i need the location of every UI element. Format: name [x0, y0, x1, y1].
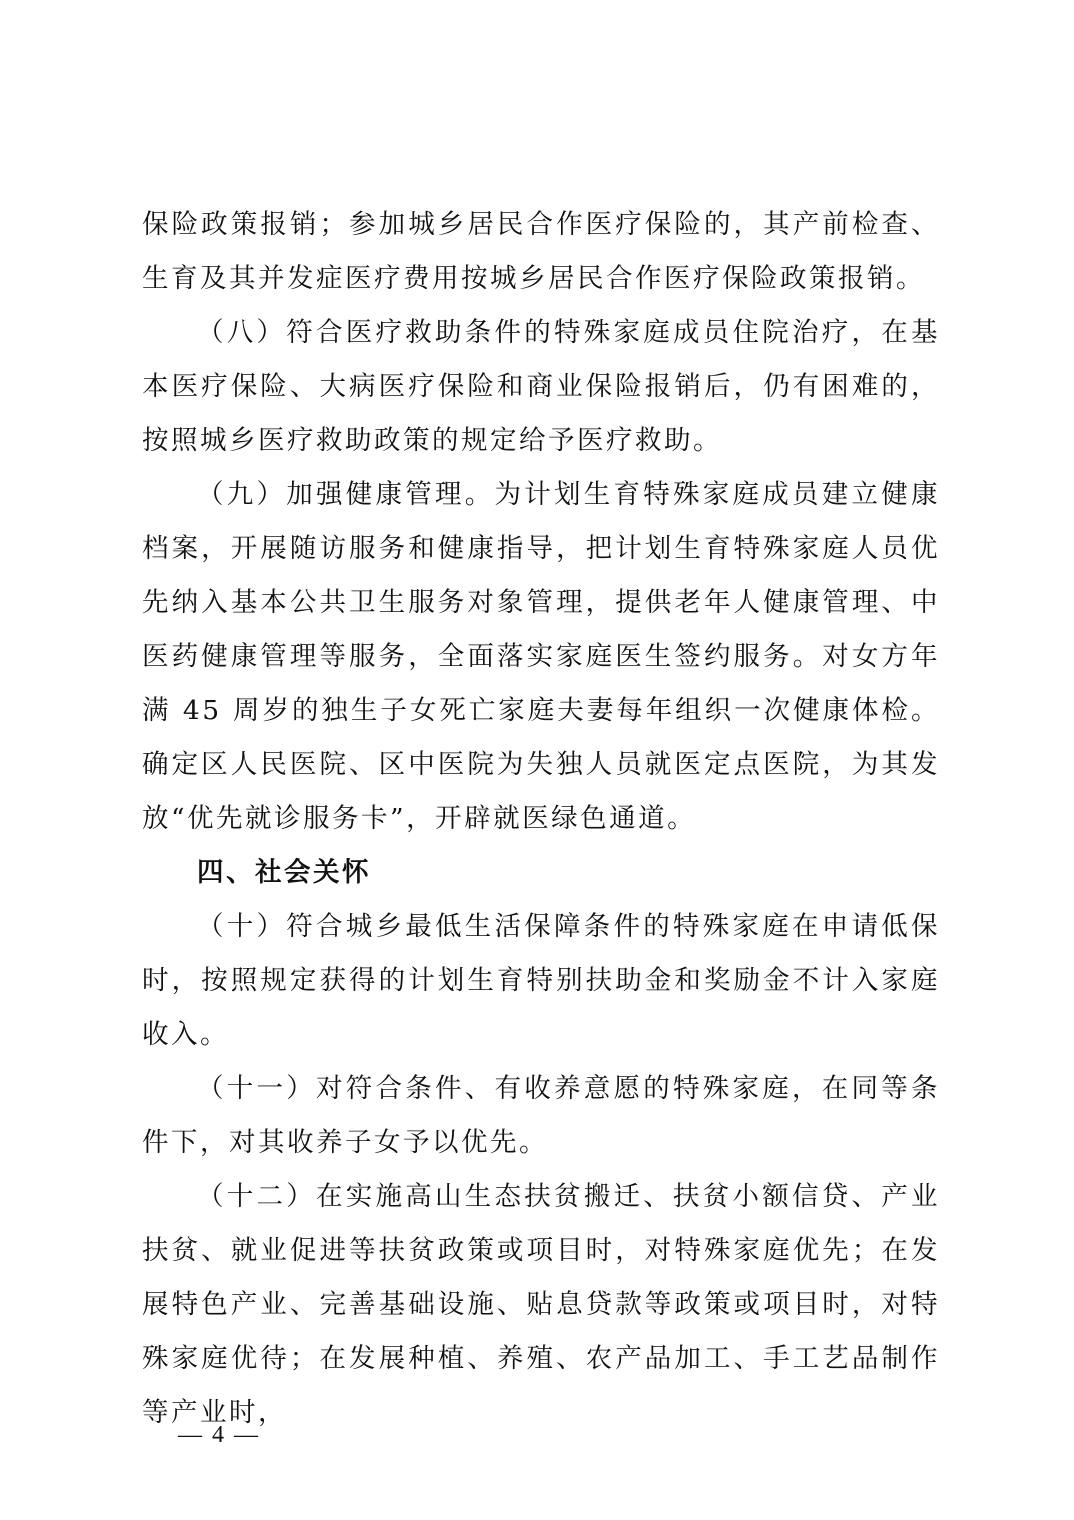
paragraph-item-10: （十）符合城乡最低生活保障条件的特殊家庭在申请低保时，按照规定获得的计划生育特别扶助金和奖励金不计入家庭收入。 — [142, 911, 940, 1050]
paragraph-item-12: （十二）在实施高山生态扶贫搬迁、扶贫小额信贷、产业扶贫、就业促进等扶贫政策或项目时，对特殊家庭优先；在发展特色产业、完善基础设施、贴息贷款等政策或项目时，对特殊家庭优待；在发展种植、养殖、农产品加工、手工艺品制作等产业时， — [142, 1181, 940, 1428]
paragraph-item-9: （九）加强健康管理。为计划生育特殊家庭成员建立健康档案，开展随访服务和健康指导，把计划生育特殊家庭人员优先纳入基本公共卫生服务对象管理，提供老年人健康管理、中医药健康管理等服务，全面落实家庭医生签约服务。对女方年满 45 周岁的独生子女死亡家庭夫妻每年组织一次健康体检。确定区人民医院、区中医院为失独人员就医定点医院，为其发放“优先就诊服务卡”，开辟就医绿色通道。 — [142, 479, 940, 834]
paragraph-item-8: （八）符合医疗救助条件的特殊家庭成员住院治疗，在基本医疗保险、大病医疗保险和商业保险报销后，仍有困难的，按照城乡医疗救助政策的规定给予医疗救助。 — [142, 317, 940, 456]
section-heading: 四、社会关怀 — [197, 857, 371, 888]
paragraph-item-11: （十一）对符合条件、有收养意愿的特殊家庭，在同等条件下，对其收养子女予以优先。 — [142, 1073, 940, 1158]
document-body — [142, 198, 940, 1440]
paragraph-continuation: 保险政策报销；参加城乡居民合作医疗保险的，其产前检查、生育及其并发症医疗费用按城乡居民合作医疗保险政策报销。 — [142, 209, 940, 294]
page-number: — 4 — — [178, 1422, 260, 1448]
